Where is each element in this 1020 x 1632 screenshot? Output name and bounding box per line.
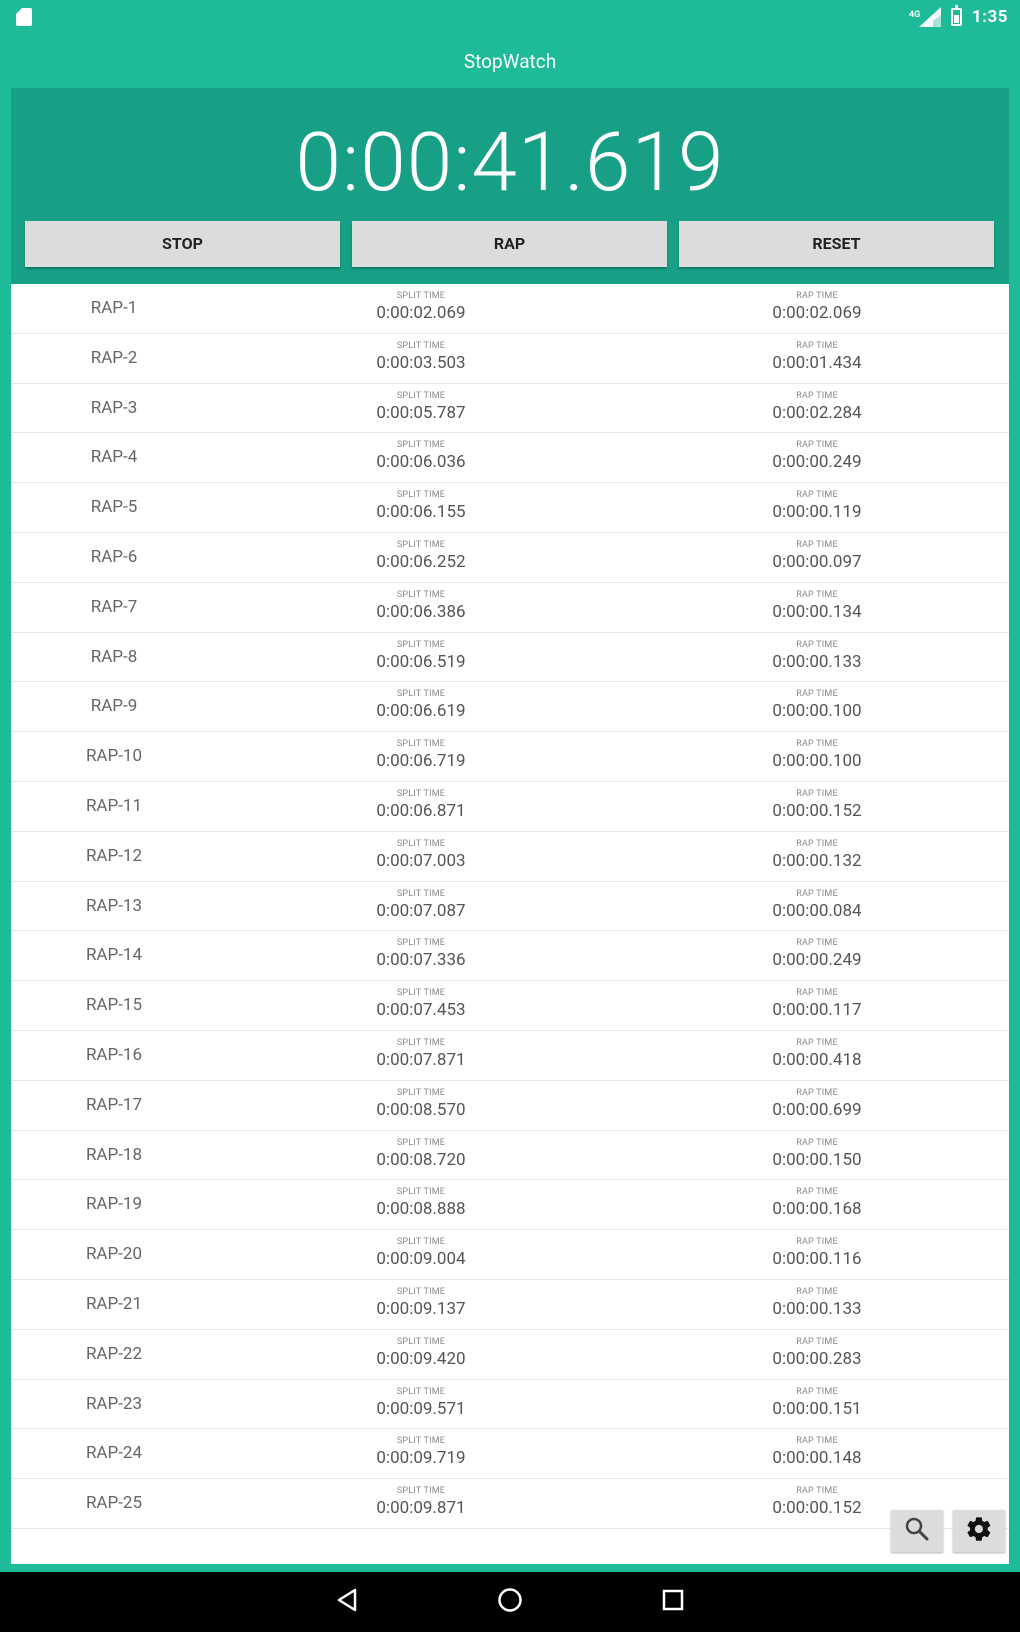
rap-time-cell	[707, 688, 927, 722]
rap-time-cell	[707, 838, 927, 872]
split-time-label: SPLIT TIME	[396, 788, 446, 799]
rap-time-label: RAP TIME	[796, 1137, 838, 1148]
lap-row	[11, 1230, 1009, 1280]
lap-name: RAP-1	[90, 298, 138, 318]
rap-time-value: 0:00:00.152	[772, 1498, 862, 1519]
timer-display: 0:00:41.619	[295, 115, 725, 211]
lap-row	[11, 1031, 1009, 1081]
split-time-cell	[311, 589, 531, 623]
split-time-cell	[311, 1137, 531, 1171]
lap-name: RAP-4	[90, 447, 138, 468]
split-time-value: 0:00:06.036	[376, 452, 466, 473]
split-time-value: 0:00:07.871	[376, 1049, 466, 1070]
split-time-value: 0:00:07.087	[376, 900, 466, 921]
lap-row	[11, 583, 1009, 633]
split-time-label: SPLIT TIME	[396, 1486, 446, 1497]
lap-name: RAP-23	[85, 1393, 143, 1414]
split-time-label: SPLIT TIME	[396, 291, 446, 301]
rap-time-value: 0:00:00.148	[772, 1448, 862, 1469]
lap-name: RAP-6	[90, 546, 138, 567]
rap-time-value: 0:00:00.151	[772, 1398, 862, 1419]
lap-row	[11, 832, 1009, 882]
lap-row	[11, 633, 1009, 683]
split-time-value: 0:00:06.519	[376, 651, 466, 672]
rap-time-label: RAP TIME	[796, 838, 838, 849]
lap-row	[11, 1479, 1009, 1529]
split-time-label: SPLIT TIME	[396, 1187, 446, 1198]
split-time-cell	[311, 439, 531, 473]
split-time-cell	[311, 1485, 531, 1519]
lap-row	[11, 882, 1009, 932]
split-time-label: SPLIT TIME	[396, 1336, 446, 1347]
rap-time-cell	[707, 788, 927, 822]
rap-button[interactable]: RAP	[352, 221, 667, 267]
split-time-label: SPLIT TIME	[396, 440, 446, 451]
rap-time-cell	[707, 489, 927, 523]
split-time-cell	[311, 688, 531, 722]
rap-time-label: RAP TIME	[796, 589, 838, 600]
search-button[interactable]	[891, 1510, 943, 1552]
lap-row	[11, 782, 1009, 832]
lap-name: RAP-9	[90, 696, 138, 717]
split-time-cell	[311, 1087, 531, 1121]
signal-icon	[908, 7, 941, 27]
lap-row	[11, 334, 1009, 384]
split-time-cell	[311, 340, 531, 374]
lap-name: RAP-22	[85, 1343, 143, 1364]
split-time-value: 0:00:06.252	[376, 551, 466, 572]
rap-time-cell	[707, 987, 927, 1021]
stopwatch-panel	[11, 88, 1009, 1564]
rap-time-label: RAP TIME	[796, 1386, 838, 1397]
split-time-value: 0:00:06.155	[376, 502, 466, 523]
lap-name: RAP-25	[85, 1493, 143, 1514]
split-time-cell	[311, 1435, 531, 1469]
split-time-label: SPLIT TIME	[396, 390, 446, 401]
rap-time-cell	[707, 589, 927, 623]
rap-time-label: RAP TIME	[796, 888, 838, 899]
lap-name: RAP-17	[85, 1094, 143, 1115]
split-time-label: SPLIT TIME	[396, 340, 446, 351]
split-time-value: 0:00:09.004	[376, 1249, 466, 1270]
recents-icon	[661, 1588, 685, 1616]
search-icon	[904, 1516, 930, 1546]
rap-time-cell	[707, 639, 927, 673]
split-time-value: 0:00:07.336	[376, 950, 466, 971]
rap-time-value: 0:00:00.133	[772, 1298, 862, 1319]
split-time-value: 0:00:09.571	[376, 1398, 466, 1419]
rap-time-value: 0:00:00.097	[772, 551, 862, 572]
rap-time-cell	[707, 888, 927, 922]
split-time-cell	[311, 937, 531, 971]
lap-list[interactable]	[11, 284, 1009, 1519]
rap-time-cell	[707, 1087, 927, 1121]
lap-name: RAP-3	[90, 397, 138, 418]
battery-icon	[951, 8, 962, 26]
status-time: 1:35	[971, 7, 1008, 27]
split-time-value: 0:00:09.420	[376, 1348, 466, 1369]
status-bar	[0, 0, 1020, 34]
lap-name: RAP-12	[85, 845, 143, 866]
rap-time-cell	[707, 1435, 927, 1469]
split-time-value: 0:00:09.871	[376, 1498, 466, 1519]
lap-name: RAP-24	[85, 1443, 143, 1464]
network-type: 4G	[908, 10, 921, 20]
split-time-cell	[311, 1286, 531, 1320]
split-time-cell	[311, 390, 531, 424]
rap-time-label: RAP TIME	[796, 1087, 838, 1098]
lap-row	[11, 433, 1009, 483]
rap-time-label: RAP TIME	[796, 1237, 838, 1248]
rap-time-cell	[707, 1137, 927, 1171]
split-time-label: SPLIT TIME	[396, 539, 446, 550]
split-time-cell	[311, 1186, 531, 1220]
split-time-label: SPLIT TIME	[396, 1137, 446, 1148]
split-time-value: 0:00:06.386	[376, 601, 466, 622]
lap-name: RAP-11	[85, 795, 143, 816]
recents-button[interactable]	[655, 1584, 691, 1620]
rap-time-label: RAP TIME	[796, 1486, 838, 1497]
split-time-cell	[311, 1236, 531, 1270]
rap-time-cell	[707, 290, 927, 324]
split-time-label: SPLIT TIME	[396, 988, 446, 999]
lap-row	[11, 1330, 1009, 1380]
lap-name: RAP-8	[90, 646, 138, 667]
lap-name: RAP-16	[85, 1044, 143, 1065]
lap-row	[11, 284, 1009, 334]
lap-row	[11, 483, 1009, 533]
lap-row	[11, 533, 1009, 583]
split-time-cell	[311, 489, 531, 523]
rap-time-cell	[707, 340, 927, 374]
rap-time-cell	[707, 1386, 927, 1420]
lap-row	[11, 1429, 1009, 1479]
lap-name: RAP-20	[85, 1244, 143, 1265]
rap-time-cell	[707, 1286, 927, 1320]
split-time-value: 0:00:06.719	[376, 751, 466, 772]
split-time-cell	[311, 290, 531, 324]
lap-name: RAP-18	[85, 1144, 143, 1165]
split-time-value: 0:00:07.453	[376, 1000, 466, 1021]
rap-time-label: RAP TIME	[796, 639, 838, 650]
split-time-value: 0:00:08.570	[376, 1099, 466, 1120]
lap-row	[11, 732, 1009, 782]
rap-time-value: 0:00:00.100	[772, 751, 862, 772]
rap-time-value: 0:00:00.699	[772, 1099, 862, 1120]
split-time-label: SPLIT TIME	[396, 739, 446, 750]
lap-row	[11, 1180, 1009, 1230]
split-time-label: SPLIT TIME	[396, 888, 446, 899]
split-time-value: 0:00:07.003	[376, 850, 466, 871]
split-time-label: SPLIT TIME	[396, 1436, 446, 1447]
rap-time-value: 0:00:02.284	[772, 402, 862, 423]
rap-time-value: 0:00:00.116	[772, 1249, 862, 1270]
rap-time-value: 0:00:00.132	[772, 850, 862, 871]
back-button[interactable]	[330, 1584, 366, 1620]
bottom-toolbar	[891, 1510, 1005, 1552]
rap-time-label: RAP TIME	[796, 739, 838, 750]
rap-time-cell	[707, 937, 927, 971]
rap-time-cell	[707, 738, 927, 772]
split-time-value: 0:00:09.137	[376, 1298, 466, 1319]
rap-time-label: RAP TIME	[796, 1286, 838, 1297]
rap-time-value: 0:00:00.249	[772, 452, 862, 473]
split-time-cell	[311, 788, 531, 822]
rap-time-label: RAP TIME	[796, 1037, 838, 1048]
split-time-label: SPLIT TIME	[396, 639, 446, 650]
rap-time-value: 0:00:02.069	[772, 303, 862, 323]
rap-time-value: 0:00:00.283	[772, 1348, 862, 1369]
split-time-label: SPLIT TIME	[396, 589, 446, 600]
rap-time-label: RAP TIME	[796, 1187, 838, 1198]
lap-row	[11, 1280, 1009, 1330]
lap-name: RAP-19	[85, 1194, 143, 1215]
rap-time-value: 0:00:00.134	[772, 601, 862, 622]
rap-time-label: RAP TIME	[796, 390, 838, 401]
rap-time-value: 0:00:00.150	[772, 1149, 862, 1170]
rap-time-label: RAP TIME	[796, 1336, 838, 1347]
lap-row	[11, 682, 1009, 732]
split-time-label: SPLIT TIME	[396, 1037, 446, 1048]
sd-card-icon	[16, 8, 32, 26]
lap-name: RAP-21	[85, 1293, 143, 1314]
navigation-bar	[0, 1572, 1020, 1632]
rap-time-cell	[707, 1037, 927, 1071]
split-time-cell	[311, 1336, 531, 1370]
rap-time-label: RAP TIME	[796, 440, 838, 451]
home-button[interactable]	[492, 1584, 528, 1620]
split-time-value: 0:00:06.871	[376, 800, 466, 821]
rap-time-cell	[707, 390, 927, 424]
split-time-label: SPLIT TIME	[396, 938, 446, 949]
split-time-cell	[311, 738, 531, 772]
rap-time-value: 0:00:00.249	[772, 950, 862, 971]
split-time-cell	[311, 888, 531, 922]
timer-header	[11, 88, 1009, 284]
rap-time-label: RAP TIME	[796, 788, 838, 799]
lap-row	[11, 981, 1009, 1031]
rap-time-label: RAP TIME	[796, 340, 838, 351]
lap-row	[11, 931, 1009, 981]
rap-time-label: RAP TIME	[796, 490, 838, 501]
rap-time-value: 0:00:01.434	[772, 352, 862, 373]
rap-time-value: 0:00:00.117	[772, 1000, 862, 1021]
lap-row	[11, 1131, 1009, 1181]
rap-time-label: RAP TIME	[796, 291, 838, 301]
lap-name: RAP-5	[90, 497, 138, 518]
rap-time-cell	[707, 1186, 927, 1220]
split-time-value: 0:00:05.787	[376, 402, 466, 423]
split-time-label: SPLIT TIME	[396, 1286, 446, 1297]
split-time-label: SPLIT TIME	[396, 689, 446, 700]
split-time-label: SPLIT TIME	[396, 838, 446, 849]
rap-time-value: 0:00:00.100	[772, 701, 862, 722]
lap-name: RAP-10	[85, 746, 143, 767]
lap-row	[11, 1081, 1009, 1131]
app-title: StopWatch	[463, 50, 557, 73]
split-time-label: SPLIT TIME	[396, 1386, 446, 1397]
rap-time-value: 0:00:00.168	[772, 1199, 862, 1220]
split-time-cell	[311, 1386, 531, 1420]
split-time-label: SPLIT TIME	[396, 490, 446, 501]
rap-time-value: 0:00:00.084	[772, 900, 862, 921]
rap-time-cell	[707, 1336, 927, 1370]
lap-name: RAP-13	[85, 895, 143, 916]
split-time-value: 0:00:06.619	[376, 701, 466, 722]
split-time-value: 0:00:03.503	[376, 352, 466, 373]
gear-icon	[965, 1515, 993, 1547]
split-time-label: SPLIT TIME	[396, 1237, 446, 1248]
reset-button[interactable]: RESET	[679, 221, 994, 267]
settings-button[interactable]	[953, 1510, 1005, 1552]
lap-name: RAP-15	[85, 995, 143, 1016]
rap-time-value: 0:00:00.119	[772, 502, 862, 523]
split-time-value: 0:00:08.720	[376, 1149, 466, 1170]
stop-button[interactable]: STOP	[25, 221, 340, 267]
rap-time-value: 0:00:00.418	[772, 1049, 862, 1070]
split-time-cell	[311, 1037, 531, 1071]
status-icons	[908, 4, 1008, 30]
rap-time-label: RAP TIME	[796, 689, 838, 700]
rap-time-label: RAP TIME	[796, 988, 838, 999]
home-icon	[496, 1586, 524, 1618]
split-time-cell	[311, 539, 531, 573]
rap-time-label: RAP TIME	[796, 539, 838, 550]
back-icon	[335, 1587, 361, 1617]
rap-time-value: 0:00:00.152	[772, 800, 862, 821]
rap-time-cell	[707, 1236, 927, 1270]
split-time-value: 0:00:08.888	[376, 1199, 466, 1220]
split-time-label: SPLIT TIME	[396, 1087, 446, 1098]
split-time-cell	[311, 639, 531, 673]
rap-time-cell	[707, 439, 927, 473]
lap-name: RAP-2	[90, 347, 138, 368]
lap-row	[11, 384, 1009, 434]
split-time-cell	[311, 838, 531, 872]
lap-name: RAP-14	[85, 945, 143, 966]
split-time-cell	[311, 987, 531, 1021]
rap-time-label: RAP TIME	[796, 938, 838, 949]
rap-time-label: RAP TIME	[796, 1436, 838, 1447]
rap-time-cell	[707, 539, 927, 573]
rap-time-value: 0:00:00.133	[772, 651, 862, 672]
lap-row	[11, 1380, 1009, 1430]
split-time-value: 0:00:09.719	[376, 1448, 466, 1469]
split-time-value: 0:00:02.069	[376, 303, 466, 323]
lap-name: RAP-7	[90, 596, 138, 617]
